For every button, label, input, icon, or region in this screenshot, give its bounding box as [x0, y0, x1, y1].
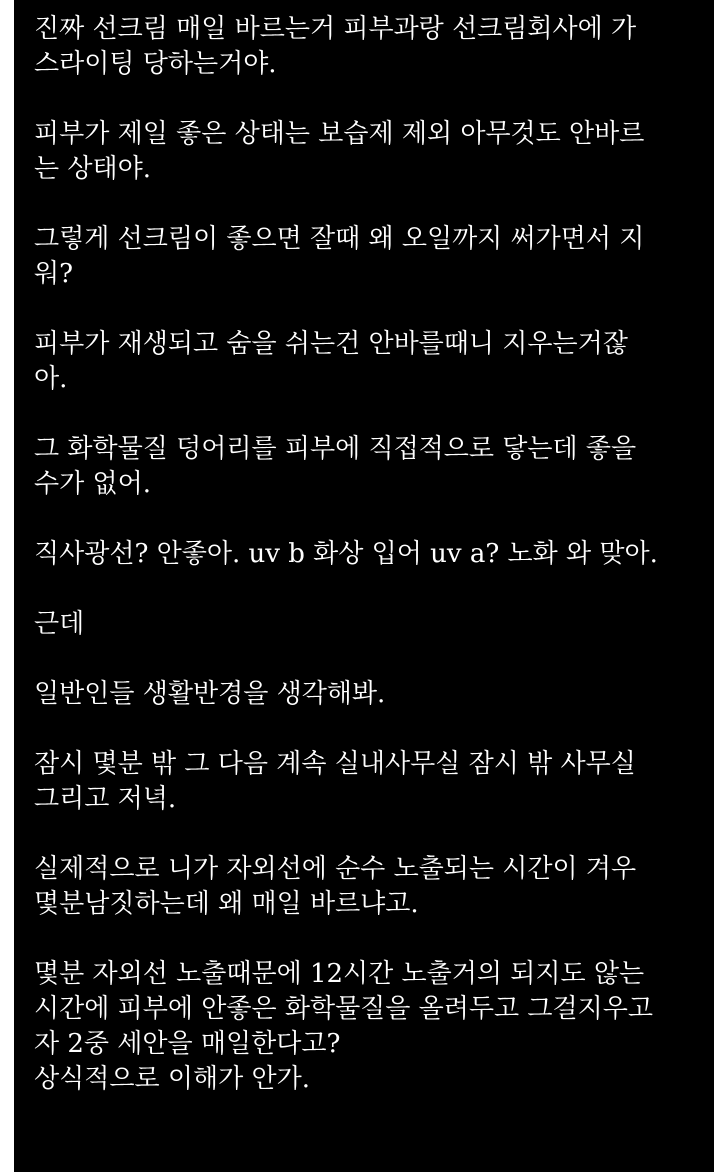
paragraph-3 — [34, 222, 694, 292]
paragraph-5 — [34, 432, 694, 502]
paragraph-10 — [34, 852, 694, 922]
text-line: 그리고 저녁. — [34, 784, 177, 814]
text-line: 워? — [34, 259, 74, 289]
text-line: 상식적으로 이해가 안가. — [34, 1064, 310, 1094]
paragraph-8 — [34, 677, 694, 712]
text-line: 잠시 몇분 밖 그 다음 계속 실내사무실 잠시 밖 사무실 — [34, 749, 636, 779]
paragraph-7 — [34, 607, 694, 642]
text-line: 시간에 피부에 안좋은 화학물질을 올려두고 그걸지우고 — [34, 994, 653, 1024]
text-line: 몇분 자외선 노출때문에 12시간 노출거의 되지도 않는 — [34, 959, 645, 989]
paragraph-6 — [34, 537, 694, 572]
post-text-panel — [14, 0, 714, 1172]
text-line: 일반인들 생활반경을 생각해봐. — [34, 679, 386, 709]
text-line: 는 상태야. — [34, 154, 151, 184]
text-line: 실제적으로 니가 자외선에 순수 노출되는 시간이 겨우 — [34, 854, 637, 884]
text-line: 피부가 제일 좋은 상태는 보습제 제외 아무것도 안바르 — [34, 119, 645, 149]
paragraph-9 — [34, 747, 694, 817]
text-line: 수가 없어. — [34, 469, 151, 499]
paragraph-2 — [34, 117, 694, 187]
paragraph-11 — [34, 957, 694, 1097]
text-line: 직사광선? 안좋아. uv b 화상 입어 uv a? 노화 와 맞아. — [34, 539, 658, 569]
text-line: 그렇게 선크림이 좋으면 잘때 왜 오일까지 써가면서 지 — [34, 224, 645, 254]
text-line: 자 2중 세안을 매일한다고? — [34, 1029, 341, 1059]
text-line: 근데 — [34, 609, 85, 639]
text-line: 피부가 재생되고 숨을 쉬는건 안바를때니 지우는거잖 — [34, 329, 628, 359]
text-line: 스라이팅 당하는거야. — [34, 49, 277, 79]
paragraph-1 — [34, 12, 694, 82]
text-line: 그 화학물질 덩어리를 피부에 직접적으로 닿는데 좋을 — [34, 434, 637, 464]
text-line: 아. — [34, 364, 68, 394]
paragraph-4 — [34, 327, 694, 397]
text-line: 진짜 선크림 매일 바르는거 피부과랑 선크림회사에 가 — [34, 14, 637, 44]
text-line: 몇분남짓하는데 왜 매일 바르냐고. — [34, 889, 419, 919]
